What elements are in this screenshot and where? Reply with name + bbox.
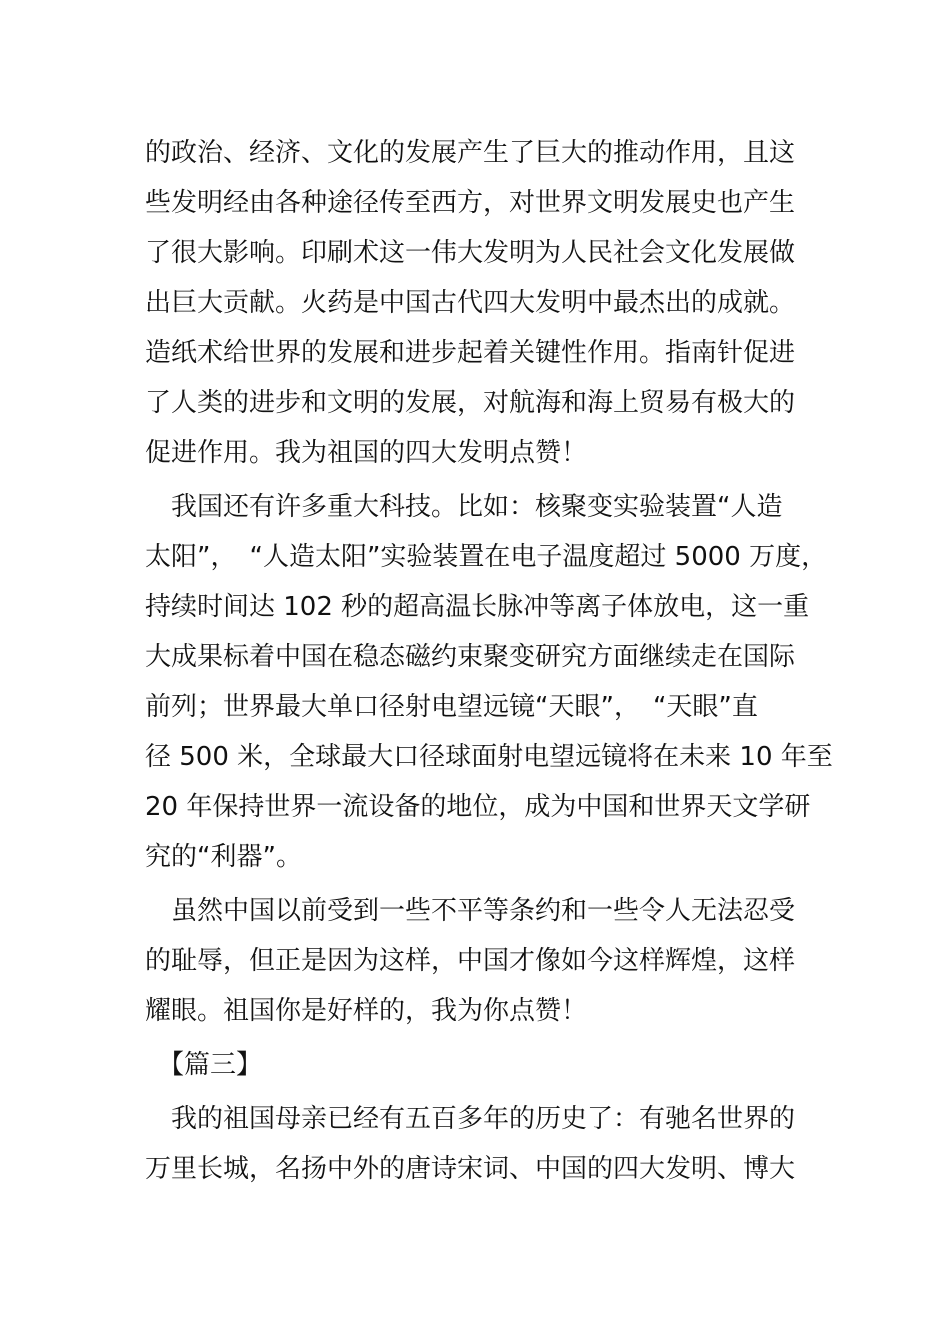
text-line: 出巨大贡献。火药是中国古代四大发明中最杰出的成就。: [145, 288, 796, 318]
paragraph-technology: [145, 482, 845, 882]
text-line: 造纸术给世界的发展和进步起着关键性作用。指南针促进: [145, 338, 796, 368]
text-line: 太阳”， “人造太阳”实验装置在电子温度超过 5000 万度，: [145, 542, 828, 572]
text-line: 我的祖国母亲已经有五百多年的历史了：有驰名世界的: [145, 1104, 796, 1134]
text-line: 径 500 米，全球最大口径球面射电望远镜将在未来 10 年至: [145, 742, 833, 772]
paragraph-praise: [145, 886, 845, 1036]
text-line: 虽然中国以前受到一些不平等条约和一些令人无法忍受: [145, 896, 796, 926]
text-line: 了人类的进步和文明的发展，对航海和海上贸易有极大的: [145, 388, 796, 418]
document-body: [145, 128, 845, 1194]
text-line: 持续时间达 102 秒的超高温长脉冲等离子体放电，这一重: [145, 592, 810, 622]
text-line: 的政治、经济、文化的发展产生了巨大的推动作用，且这: [145, 138, 796, 168]
text-line: 些发明经由各种途径传至西方，对世界文明发展史也产生: [145, 188, 796, 218]
text-line: 的耻辱，但正是因为这样，中国才像如今这样辉煌，这样: [145, 946, 796, 976]
text-line: 20 年保持世界一流设备的地位，成为中国和世界天文学研: [145, 792, 811, 822]
text-line: 大成果标着中国在稳态磁约束聚变研究方面继续走在国际: [145, 642, 796, 672]
paragraph-history: [145, 1094, 845, 1194]
text-line: 究的“利器”。: [145, 842, 302, 872]
text-line: 万里长城，名扬中外的唐诗宋词、中国的四大发明、博大: [145, 1154, 796, 1184]
text-line: 促进作用。我为祖国的四大发明点赞！: [145, 438, 588, 468]
text-line: 我国还有许多重大科技。比如：核聚变实验装置“人造: [145, 492, 783, 522]
text-line: 前列；世界最大单口径射电望远镜“天眼”， “天眼”直: [145, 692, 758, 722]
section-heading: [145, 1040, 845, 1090]
paragraph-four-inventions: [145, 128, 845, 478]
text-line: 耀眼。祖国你是好样的，我为你点赞！: [145, 996, 588, 1026]
text-line: 了很大影响。印刷术这一伟大发明为人民社会文化发展做: [145, 238, 796, 268]
section-title: 【篇三】: [145, 1050, 263, 1080]
